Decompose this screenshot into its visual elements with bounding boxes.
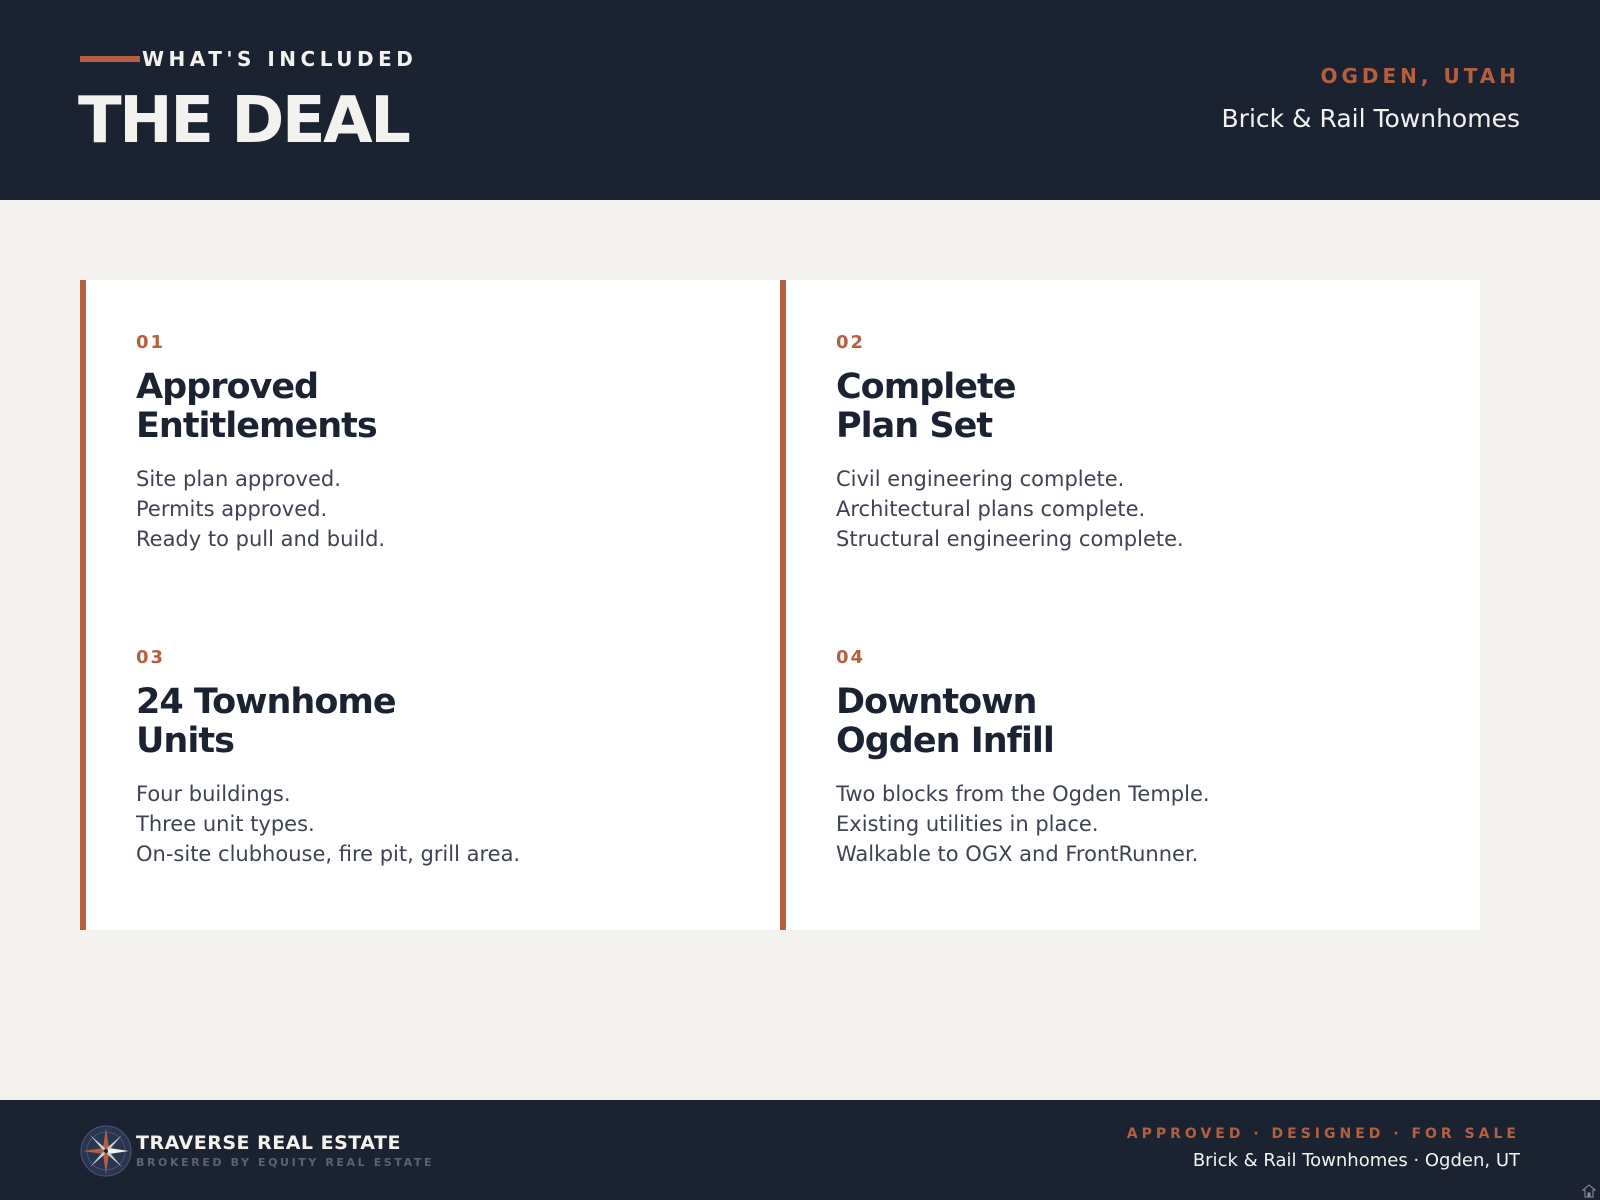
card-description-line: Architectural plans complete. bbox=[836, 497, 1146, 521]
card-description bbox=[836, 779, 1210, 869]
page-header bbox=[0, 0, 1600, 200]
card-description bbox=[136, 779, 520, 869]
card-title bbox=[836, 368, 1015, 446]
card-title-line: Downtown bbox=[836, 682, 1037, 722]
eyebrow-label: WHAT'S INCLUDED bbox=[142, 47, 418, 71]
card-title-line: Units bbox=[136, 721, 234, 761]
card-number: 04 bbox=[836, 647, 866, 668]
card-title bbox=[136, 368, 377, 446]
deal-card bbox=[780, 280, 1480, 605]
deal-card bbox=[80, 605, 780, 930]
project-name: Brick & Rail Townhomes bbox=[1221, 104, 1520, 133]
card-description-line: Three unit types. bbox=[136, 812, 315, 836]
page-title: THE DEAL bbox=[78, 84, 409, 158]
card-title-line: Complete bbox=[836, 367, 1016, 407]
card-number: 03 bbox=[136, 647, 166, 668]
card-description-line: Permits approved. bbox=[136, 497, 328, 521]
brand-subtitle: BROKERED BY EQUITY REAL ESTATE bbox=[136, 1156, 435, 1169]
card-description-line: Structural engineering complete. bbox=[836, 527, 1184, 551]
page-footer bbox=[0, 1100, 1600, 1200]
deal-card bbox=[780, 605, 1480, 930]
brand-name: TRAVERSE REAL ESTATE bbox=[136, 1132, 401, 1154]
card-description bbox=[136, 464, 385, 554]
card-description-line: Civil engineering complete. bbox=[836, 467, 1125, 491]
card-description-line: On-site clubhouse, fire pit, grill area. bbox=[136, 842, 521, 866]
card-title-line: Entitlements bbox=[136, 406, 377, 446]
deal-cards-grid bbox=[80, 280, 1480, 930]
card-title bbox=[836, 683, 1054, 761]
eyebrow-accent-bar bbox=[80, 56, 140, 62]
location-label: OGDEN, UTAH bbox=[1320, 64, 1520, 88]
home-icon bbox=[1582, 1184, 1596, 1198]
card-description-line: Ready to pull and build. bbox=[136, 527, 386, 551]
footer-tagline: APPROVED · DESIGNED · FOR SALE bbox=[1126, 1126, 1520, 1142]
compass-rose-icon bbox=[80, 1125, 132, 1177]
footer-project-name: Brick & Rail Townhomes · Ogden, UT bbox=[1192, 1150, 1520, 1171]
card-title-line: Approved bbox=[136, 367, 319, 407]
card-description-line: Site plan approved. bbox=[136, 467, 341, 491]
card-title-line: Ogden Infill bbox=[836, 721, 1054, 761]
card-description-line: Two blocks from the Ogden Temple. bbox=[836, 782, 1210, 806]
card-description bbox=[836, 464, 1184, 554]
card-description-line: Four buildings. bbox=[136, 782, 291, 806]
card-number: 02 bbox=[836, 332, 866, 353]
card-title-line: Plan Set bbox=[836, 406, 993, 446]
card-description-line: Walkable to OGX and FrontRunner. bbox=[836, 842, 1199, 866]
card-title bbox=[136, 683, 396, 761]
section-eyebrow bbox=[80, 48, 417, 70]
card-title-line: 24 Townhome bbox=[136, 682, 396, 722]
card-number: 01 bbox=[136, 332, 166, 353]
card-description-line: Existing utilities in place. bbox=[836, 812, 1099, 836]
deal-card bbox=[80, 280, 780, 605]
